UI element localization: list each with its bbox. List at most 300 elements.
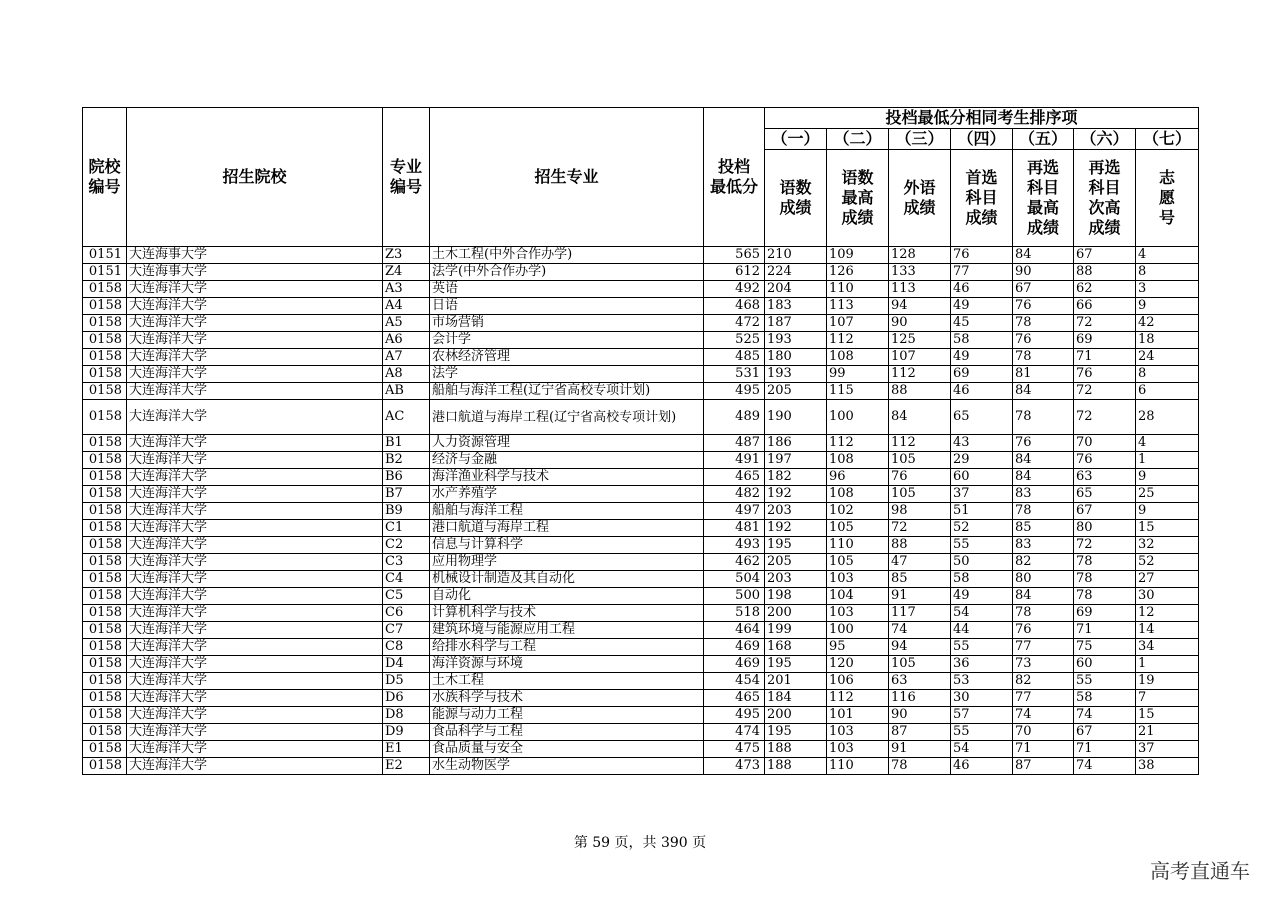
cell-min-score: 565 bbox=[704, 247, 765, 264]
cell-c2: 103 bbox=[827, 741, 889, 758]
cell-c7: 28 bbox=[1136, 400, 1199, 435]
table-row bbox=[83, 639, 1199, 656]
cell-c1: 183 bbox=[765, 298, 827, 315]
cell-c4: 29 bbox=[951, 452, 1013, 469]
cell-c2: 105 bbox=[827, 520, 889, 537]
cell-school-name: 大连海洋大学 bbox=[127, 315, 383, 332]
cell-school-code: 0158 bbox=[83, 724, 127, 741]
cell-min-score: 492 bbox=[704, 281, 765, 298]
cell-c3: 47 bbox=[889, 554, 951, 571]
cell-c6: 88 bbox=[1074, 264, 1136, 281]
cell-school-code: 0158 bbox=[83, 469, 127, 486]
cell-c4: 37 bbox=[951, 486, 1013, 503]
cell-school-name: 大连海洋大学 bbox=[127, 554, 383, 571]
cell-c6: 62 bbox=[1074, 281, 1136, 298]
header-criterion-4: 首选 科目 成绩 bbox=[951, 150, 1013, 247]
cell-school-name: 大连海洋大学 bbox=[127, 486, 383, 503]
cell-c5: 78 bbox=[1013, 503, 1074, 520]
table-row bbox=[83, 469, 1199, 486]
cell-major-code: D6 bbox=[383, 690, 430, 707]
cell-c2: 107 bbox=[827, 315, 889, 332]
cell-min-score: 518 bbox=[704, 605, 765, 622]
cell-c7: 15 bbox=[1136, 520, 1199, 537]
cell-c3: 112 bbox=[889, 435, 951, 452]
cell-school-name: 大连海洋大学 bbox=[127, 349, 383, 366]
cell-c7: 37 bbox=[1136, 741, 1199, 758]
cell-major-code: E2 bbox=[383, 758, 430, 775]
cell-school-name: 大连海洋大学 bbox=[127, 298, 383, 315]
cell-c2: 120 bbox=[827, 656, 889, 673]
cell-c7: 15 bbox=[1136, 707, 1199, 724]
table-row bbox=[83, 656, 1199, 673]
cell-school-name: 大连海洋大学 bbox=[127, 332, 383, 349]
cell-school-code: 0158 bbox=[83, 571, 127, 588]
cell-major-name: 法学 bbox=[430, 366, 704, 383]
table-row bbox=[83, 383, 1199, 400]
cell-c7: 8 bbox=[1136, 366, 1199, 383]
cell-major-code: A6 bbox=[383, 332, 430, 349]
cell-c5: 76 bbox=[1013, 298, 1074, 315]
cell-school-name: 大连海洋大学 bbox=[127, 520, 383, 537]
cell-c3: 94 bbox=[889, 298, 951, 315]
cell-school-name: 大连海洋大学 bbox=[127, 503, 383, 520]
cell-c3: 116 bbox=[889, 690, 951, 707]
table-row bbox=[83, 537, 1199, 554]
cell-c1: 192 bbox=[765, 486, 827, 503]
cell-c7: 32 bbox=[1136, 537, 1199, 554]
cell-major-name: 船舶与海洋工程(辽宁省高校专项计划) bbox=[430, 383, 704, 400]
cell-min-score: 469 bbox=[704, 639, 765, 656]
cell-c7: 3 bbox=[1136, 281, 1199, 298]
cell-c3: 91 bbox=[889, 588, 951, 605]
cell-c6: 60 bbox=[1074, 656, 1136, 673]
cell-school-code: 0158 bbox=[83, 520, 127, 537]
cell-c5: 84 bbox=[1013, 247, 1074, 264]
cell-min-score: 481 bbox=[704, 520, 765, 537]
cell-c6: 72 bbox=[1074, 383, 1136, 400]
cell-c7: 6 bbox=[1136, 383, 1199, 400]
header-order-2: （二） bbox=[827, 129, 889, 150]
header-criterion-2: 语数 最高 成绩 bbox=[827, 150, 889, 247]
cell-major-code: B1 bbox=[383, 435, 430, 452]
cell-c5: 67 bbox=[1013, 281, 1074, 298]
cell-c5: 76 bbox=[1013, 332, 1074, 349]
cell-c6: 67 bbox=[1074, 503, 1136, 520]
cell-school-code: 0158 bbox=[83, 298, 127, 315]
cell-school-name: 大连海洋大学 bbox=[127, 588, 383, 605]
cell-c1: 205 bbox=[765, 554, 827, 571]
cell-major-code: AB bbox=[383, 383, 430, 400]
cell-c7: 9 bbox=[1136, 469, 1199, 486]
cell-c3: 87 bbox=[889, 724, 951, 741]
cell-c6: 69 bbox=[1074, 332, 1136, 349]
table-row bbox=[83, 452, 1199, 469]
cell-c2: 110 bbox=[827, 537, 889, 554]
cell-c1: 193 bbox=[765, 332, 827, 349]
cell-min-score: 473 bbox=[704, 758, 765, 775]
cell-major-name: 计算机科学与技术 bbox=[430, 605, 704, 622]
cell-c6: 72 bbox=[1074, 537, 1136, 554]
cell-major-name: 水产养殖学 bbox=[430, 486, 704, 503]
cell-c7: 30 bbox=[1136, 588, 1199, 605]
cell-c5: 77 bbox=[1013, 639, 1074, 656]
cell-school-name: 大连海事大学 bbox=[127, 247, 383, 264]
cell-c7: 52 bbox=[1136, 554, 1199, 571]
cell-c5: 70 bbox=[1013, 724, 1074, 741]
header-tie-group: 投档最低分相同考生排序项 bbox=[765, 108, 1199, 129]
cell-c3: 74 bbox=[889, 622, 951, 639]
cell-c3: 72 bbox=[889, 520, 951, 537]
cell-major-code: AC bbox=[383, 400, 430, 435]
cell-c5: 74 bbox=[1013, 707, 1074, 724]
cell-c5: 84 bbox=[1013, 469, 1074, 486]
cell-school-name: 大连海洋大学 bbox=[127, 741, 383, 758]
cell-c7: 34 bbox=[1136, 639, 1199, 656]
header-criterion-7: 志 愿 号 bbox=[1136, 150, 1199, 247]
cell-c3: 125 bbox=[889, 332, 951, 349]
cell-c6: 71 bbox=[1074, 741, 1136, 758]
cell-c4: 45 bbox=[951, 315, 1013, 332]
cell-c1: 184 bbox=[765, 690, 827, 707]
cell-major-code: D5 bbox=[383, 673, 430, 690]
cell-c3: 94 bbox=[889, 639, 951, 656]
cell-c6: 65 bbox=[1074, 486, 1136, 503]
cell-major-code: A5 bbox=[383, 315, 430, 332]
cell-c2: 113 bbox=[827, 298, 889, 315]
admission-table-container bbox=[82, 107, 1198, 775]
cell-c2: 108 bbox=[827, 486, 889, 503]
cell-c1: 200 bbox=[765, 707, 827, 724]
table-row bbox=[83, 486, 1199, 503]
cell-c1: 203 bbox=[765, 503, 827, 520]
cell-major-code: C5 bbox=[383, 588, 430, 605]
cell-school-code: 0158 bbox=[83, 537, 127, 554]
cell-c6: 67 bbox=[1074, 247, 1136, 264]
cell-c4: 50 bbox=[951, 554, 1013, 571]
cell-c2: 106 bbox=[827, 673, 889, 690]
cell-min-score: 612 bbox=[704, 264, 765, 281]
cell-c1: 192 bbox=[765, 520, 827, 537]
cell-c7: 18 bbox=[1136, 332, 1199, 349]
cell-c7: 14 bbox=[1136, 622, 1199, 639]
table-row bbox=[83, 758, 1199, 775]
cell-c5: 87 bbox=[1013, 758, 1074, 775]
cell-c2: 103 bbox=[827, 605, 889, 622]
cell-c6: 63 bbox=[1074, 469, 1136, 486]
cell-c4: 65 bbox=[951, 400, 1013, 435]
cell-c5: 77 bbox=[1013, 690, 1074, 707]
cell-school-name: 大连海洋大学 bbox=[127, 724, 383, 741]
cell-c1: 186 bbox=[765, 435, 827, 452]
cell-c7: 4 bbox=[1136, 247, 1199, 264]
cell-c2: 110 bbox=[827, 281, 889, 298]
cell-c1: 187 bbox=[765, 315, 827, 332]
cell-major-name: 船舶与海洋工程 bbox=[430, 503, 704, 520]
cell-c6: 70 bbox=[1074, 435, 1136, 452]
cell-major-name: 港口航道与海岸工程 bbox=[430, 520, 704, 537]
cell-major-name: 土木工程 bbox=[430, 673, 704, 690]
cell-major-name: 法学(中外合作办学) bbox=[430, 264, 704, 281]
cell-c2: 102 bbox=[827, 503, 889, 520]
cell-c1: 182 bbox=[765, 469, 827, 486]
cell-c1: 180 bbox=[765, 349, 827, 366]
cell-major-name: 信息与计算科学 bbox=[430, 537, 704, 554]
cell-major-name: 土木工程(中外合作办学) bbox=[430, 247, 704, 264]
cell-major-code: B2 bbox=[383, 452, 430, 469]
cell-min-score: 504 bbox=[704, 571, 765, 588]
cell-major-code: C6 bbox=[383, 605, 430, 622]
cell-c6: 78 bbox=[1074, 571, 1136, 588]
cell-c3: 90 bbox=[889, 707, 951, 724]
header-order-4: （四） bbox=[951, 129, 1013, 150]
cell-major-name: 水族科学与技术 bbox=[430, 690, 704, 707]
cell-school-name: 大连海洋大学 bbox=[127, 758, 383, 775]
cell-c5: 76 bbox=[1013, 622, 1074, 639]
cell-min-score: 485 bbox=[704, 349, 765, 366]
cell-c3: 107 bbox=[889, 349, 951, 366]
cell-c3: 98 bbox=[889, 503, 951, 520]
cell-c5: 80 bbox=[1013, 571, 1074, 588]
cell-c3: 88 bbox=[889, 537, 951, 554]
cell-c7: 1 bbox=[1136, 452, 1199, 469]
cell-school-name: 大连海洋大学 bbox=[127, 435, 383, 452]
cell-major-name: 农林经济管理 bbox=[430, 349, 704, 366]
cell-c4: 49 bbox=[951, 298, 1013, 315]
cell-c4: 44 bbox=[951, 622, 1013, 639]
cell-min-score: 465 bbox=[704, 690, 765, 707]
cell-school-name: 大连海事大学 bbox=[127, 264, 383, 281]
table-row bbox=[83, 315, 1199, 332]
cell-major-code: D4 bbox=[383, 656, 430, 673]
cell-c5: 83 bbox=[1013, 537, 1074, 554]
table-row bbox=[83, 349, 1199, 366]
cell-c5: 76 bbox=[1013, 435, 1074, 452]
cell-c7: 24 bbox=[1136, 349, 1199, 366]
cell-c7: 1 bbox=[1136, 656, 1199, 673]
cell-major-name: 日语 bbox=[430, 298, 704, 315]
cell-c6: 58 bbox=[1074, 690, 1136, 707]
cell-school-code: 0158 bbox=[83, 622, 127, 639]
table-row bbox=[83, 281, 1199, 298]
cell-c7: 4 bbox=[1136, 435, 1199, 452]
table-row bbox=[83, 298, 1199, 315]
cell-school-name: 大连海洋大学 bbox=[127, 639, 383, 656]
cell-major-code: Z4 bbox=[383, 264, 430, 281]
cell-c4: 53 bbox=[951, 673, 1013, 690]
cell-major-code: D8 bbox=[383, 707, 430, 724]
cell-school-code: 0158 bbox=[83, 554, 127, 571]
table-row bbox=[83, 503, 1199, 520]
cell-min-score: 475 bbox=[704, 741, 765, 758]
cell-c5: 81 bbox=[1013, 366, 1074, 383]
cell-c3: 113 bbox=[889, 281, 951, 298]
cell-c4: 36 bbox=[951, 656, 1013, 673]
table-row bbox=[83, 707, 1199, 724]
cell-c6: 76 bbox=[1074, 366, 1136, 383]
cell-min-score: 462 bbox=[704, 554, 765, 571]
cell-school-code: 0158 bbox=[83, 639, 127, 656]
cell-school-code: 0158 bbox=[83, 707, 127, 724]
cell-c6: 69 bbox=[1074, 605, 1136, 622]
cell-min-score: 493 bbox=[704, 537, 765, 554]
cell-c6: 74 bbox=[1074, 707, 1136, 724]
cell-major-code: B9 bbox=[383, 503, 430, 520]
cell-min-score: 465 bbox=[704, 469, 765, 486]
cell-min-score: 454 bbox=[704, 673, 765, 690]
cell-school-code: 0158 bbox=[83, 349, 127, 366]
table-row bbox=[83, 673, 1199, 690]
cell-c6: 55 bbox=[1074, 673, 1136, 690]
cell-c7: 7 bbox=[1136, 690, 1199, 707]
cell-c7: 9 bbox=[1136, 298, 1199, 315]
cell-c4: 58 bbox=[951, 571, 1013, 588]
cell-major-name: 市场营销 bbox=[430, 315, 704, 332]
cell-school-code: 0151 bbox=[83, 247, 127, 264]
cell-major-code: B6 bbox=[383, 469, 430, 486]
cell-c2: 112 bbox=[827, 690, 889, 707]
cell-c6: 72 bbox=[1074, 315, 1136, 332]
cell-major-name: 海洋渔业科学与技术 bbox=[430, 469, 704, 486]
cell-major-name: 食品质量与安全 bbox=[430, 741, 704, 758]
cell-c3: 78 bbox=[889, 758, 951, 775]
cell-major-name: 英语 bbox=[430, 281, 704, 298]
cell-c2: 105 bbox=[827, 554, 889, 571]
cell-min-score: 487 bbox=[704, 435, 765, 452]
cell-c6: 76 bbox=[1074, 452, 1136, 469]
cell-c6: 71 bbox=[1074, 349, 1136, 366]
table-row bbox=[83, 741, 1199, 758]
cell-c2: 99 bbox=[827, 366, 889, 383]
cell-c4: 30 bbox=[951, 690, 1013, 707]
cell-c4: 49 bbox=[951, 588, 1013, 605]
cell-c4: 51 bbox=[951, 503, 1013, 520]
cell-major-code: B7 bbox=[383, 486, 430, 503]
cell-c2: 108 bbox=[827, 349, 889, 366]
cell-major-code: A3 bbox=[383, 281, 430, 298]
cell-c3: 117 bbox=[889, 605, 951, 622]
cell-c2: 101 bbox=[827, 707, 889, 724]
cell-school-name: 大连海洋大学 bbox=[127, 383, 383, 400]
table-row bbox=[83, 366, 1199, 383]
cell-major-name: 水生动物医学 bbox=[430, 758, 704, 775]
cell-major-code: A4 bbox=[383, 298, 430, 315]
cell-school-name: 大连海洋大学 bbox=[127, 605, 383, 622]
cell-school-name: 大连海洋大学 bbox=[127, 366, 383, 383]
cell-school-code: 0158 bbox=[83, 486, 127, 503]
header-order-5: （五） bbox=[1013, 129, 1074, 150]
cell-major-name: 会计学 bbox=[430, 332, 704, 349]
cell-school-name: 大连海洋大学 bbox=[127, 690, 383, 707]
cell-c4: 69 bbox=[951, 366, 1013, 383]
cell-c2: 112 bbox=[827, 332, 889, 349]
cell-c5: 78 bbox=[1013, 400, 1074, 435]
cell-c4: 77 bbox=[951, 264, 1013, 281]
cell-c3: 105 bbox=[889, 656, 951, 673]
cell-c4: 55 bbox=[951, 639, 1013, 656]
cell-major-code: C2 bbox=[383, 537, 430, 554]
cell-c4: 60 bbox=[951, 469, 1013, 486]
table-row bbox=[83, 605, 1199, 622]
cell-school-name: 大连海洋大学 bbox=[127, 281, 383, 298]
cell-c5: 82 bbox=[1013, 673, 1074, 690]
cell-min-score: 482 bbox=[704, 486, 765, 503]
cell-c5: 78 bbox=[1013, 605, 1074, 622]
table-row bbox=[83, 554, 1199, 571]
cell-major-name: 经济与金融 bbox=[430, 452, 704, 469]
table-row bbox=[83, 588, 1199, 605]
cell-c2: 96 bbox=[827, 469, 889, 486]
cell-c1: 198 bbox=[765, 588, 827, 605]
cell-c3: 84 bbox=[889, 400, 951, 435]
cell-major-name: 建筑环境与能源应用工程 bbox=[430, 622, 704, 639]
cell-c6: 75 bbox=[1074, 639, 1136, 656]
cell-major-name: 给排水科学与工程 bbox=[430, 639, 704, 656]
cell-c3: 128 bbox=[889, 247, 951, 264]
header-school: 招生院校 bbox=[127, 108, 383, 247]
cell-c6: 78 bbox=[1074, 554, 1136, 571]
cell-school-name: 大连海洋大学 bbox=[127, 673, 383, 690]
cell-school-code: 0158 bbox=[83, 315, 127, 332]
cell-major-code: C7 bbox=[383, 622, 430, 639]
table-row bbox=[83, 571, 1199, 588]
cell-c1: 224 bbox=[765, 264, 827, 281]
cell-major-code: A8 bbox=[383, 366, 430, 383]
cell-c3: 88 bbox=[889, 383, 951, 400]
cell-c4: 54 bbox=[951, 741, 1013, 758]
cell-c1: 205 bbox=[765, 383, 827, 400]
cell-school-code: 0158 bbox=[83, 605, 127, 622]
header-criterion-3: 外语 成绩 bbox=[889, 150, 951, 247]
cell-major-name: 港口航道与海岸工程(辽宁省高校专项计划) bbox=[430, 400, 704, 435]
cell-min-score: 469 bbox=[704, 656, 765, 673]
cell-c1: 197 bbox=[765, 452, 827, 469]
cell-c6: 72 bbox=[1074, 400, 1136, 435]
cell-min-score: 464 bbox=[704, 622, 765, 639]
cell-c1: 193 bbox=[765, 366, 827, 383]
cell-c4: 46 bbox=[951, 758, 1013, 775]
cell-major-code: D9 bbox=[383, 724, 430, 741]
cell-school-code: 0158 bbox=[83, 452, 127, 469]
cell-c4: 55 bbox=[951, 724, 1013, 741]
header-order-7: （七） bbox=[1136, 129, 1199, 150]
cell-c5: 71 bbox=[1013, 741, 1074, 758]
table-row bbox=[83, 622, 1199, 639]
cell-c4: 76 bbox=[951, 247, 1013, 264]
cell-major-code: C8 bbox=[383, 639, 430, 656]
cell-c4: 49 bbox=[951, 349, 1013, 366]
cell-c1: 188 bbox=[765, 741, 827, 758]
cell-school-code: 0158 bbox=[83, 435, 127, 452]
cell-c4: 46 bbox=[951, 383, 1013, 400]
cell-c6: 80 bbox=[1074, 520, 1136, 537]
cell-c2: 104 bbox=[827, 588, 889, 605]
cell-c7: 25 bbox=[1136, 486, 1199, 503]
cell-school-code: 0158 bbox=[83, 588, 127, 605]
table-row bbox=[83, 520, 1199, 537]
cell-c6: 74 bbox=[1074, 758, 1136, 775]
cell-c1: 201 bbox=[765, 673, 827, 690]
cell-major-code: E1 bbox=[383, 741, 430, 758]
cell-c4: 54 bbox=[951, 605, 1013, 622]
table-row bbox=[83, 400, 1199, 435]
cell-c1: 203 bbox=[765, 571, 827, 588]
cell-school-code: 0158 bbox=[83, 656, 127, 673]
cell-min-score: 500 bbox=[704, 588, 765, 605]
table-row bbox=[83, 332, 1199, 349]
header-criterion-5: 再选 科目 最高 成绩 bbox=[1013, 150, 1074, 247]
watermark-text: 高考直通车 bbox=[1150, 859, 1250, 883]
cell-c3: 85 bbox=[889, 571, 951, 588]
